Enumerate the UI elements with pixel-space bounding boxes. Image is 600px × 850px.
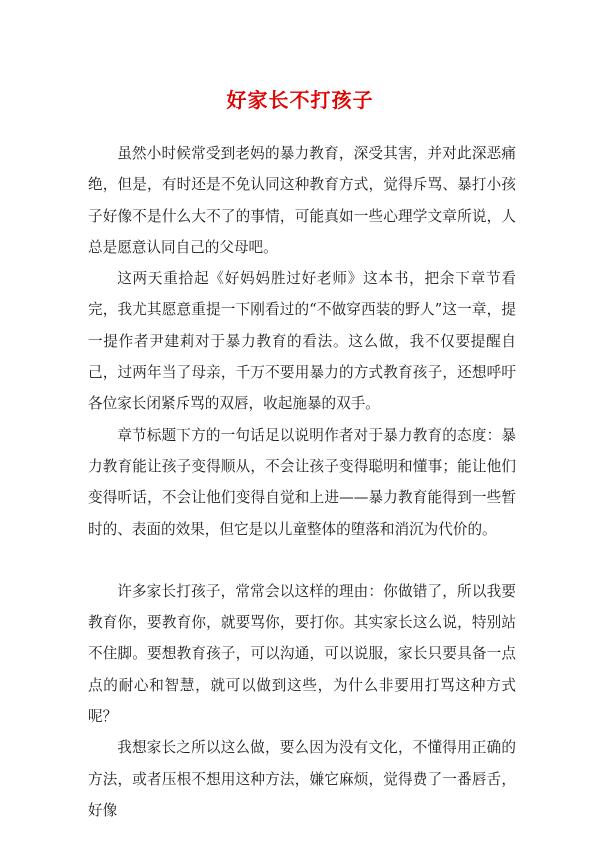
section-spacer	[88, 545, 516, 576]
paragraph: 我想家长之所以这么做，要么因为没有文化，不懂得用正确的方法，或者压根不想用这种方法，嫌它麻烦，觉得费了一番唇舌，好像	[88, 739, 516, 819]
paragraph: 章节标题下方的一句话足以说明作者对于暴力教育的态度：暴力教育能让孩子变得顺从，不会让孩子变得聪明和懂事；能让他们变得听话，不会让他们变得自觉和上进——暴力教育能得到一些暂时的、表面的效果，但它是以儿童整体的堕落和消沉为代价的。	[88, 426, 516, 538]
document-body	[88, 138, 516, 826]
paragraph: 虽然小时候常受到老妈的暴力教育，深受其害，并对此深恶痛绝，但是，有时还是不免认同这种教育方式，觉得斥骂、暴打小孩子好像不是什么大不了的事情，可能真如一些心理学文章所说，人总是愿意认同自己的父母吧。	[88, 145, 516, 256]
paragraph: 这两天重拾起《好妈妈胜过好老师》这本书，把余下章节看完，我尤其愿意重提一下刚看过的“不做穿西装的野人”这一章，提一提作者尹建莉对于暴力教育的看法。这么做，我不仅要提醒自己，过两年当了母亲，千万不要用暴力的方式教育孩子，还想呼吁各位家长闭紧斥骂的双唇，收起施暴的双手。	[88, 270, 516, 413]
document-title: 好家长不打孩子	[226, 88, 374, 112]
paragraph: 许多家长打孩子，常常会以这样的理由：你做错了，所以我要教育你，要教育你，就要骂你，要打你。其实家长这么说，特别站不住脚。要想教育孩子，可以沟通，可以说服，家长只要具备一点点的耐心和智慧，就可以做到这些，为什么非要用打骂这种方式呢？	[88, 582, 516, 726]
